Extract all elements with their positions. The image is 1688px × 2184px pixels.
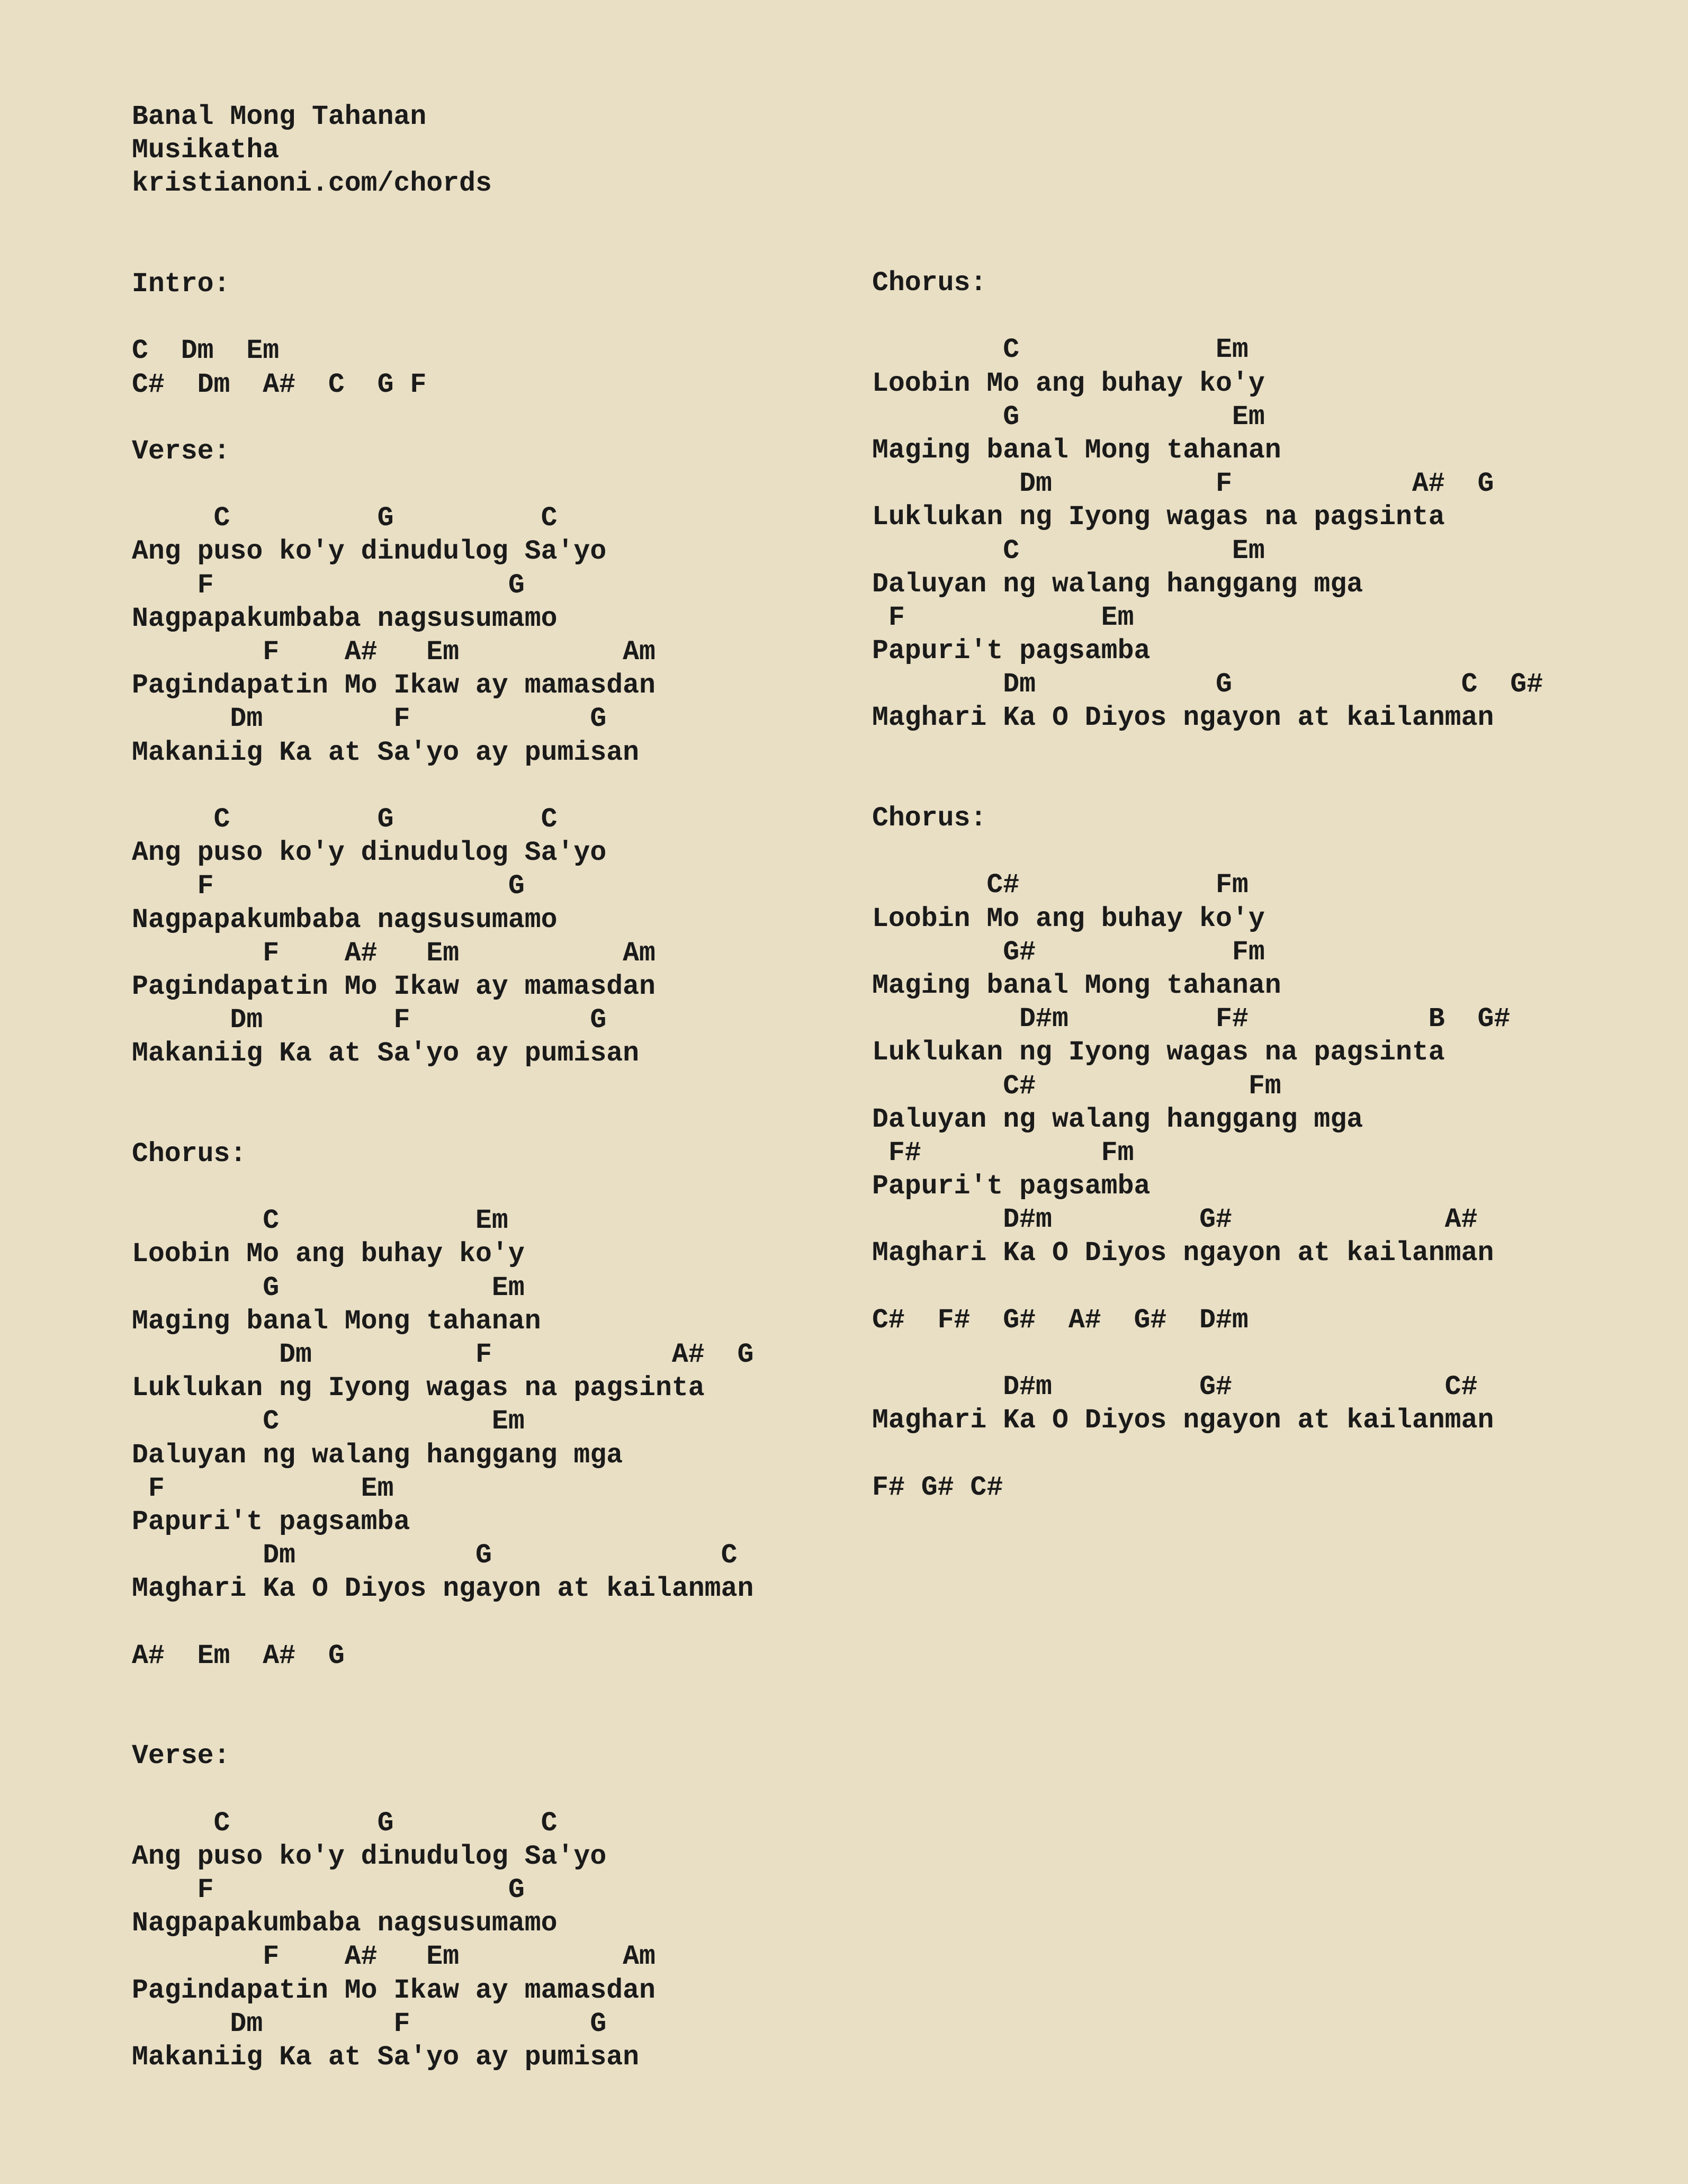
lyric-line: Loobin Mo ang buhay ko'y [132,1239,525,1270]
chord-line: G Em [132,1272,525,1304]
lyric-line: Maghari Ka O Diyos ngayon at kailanman [872,1238,1494,1269]
section-heading: Verse: [132,436,230,467]
blank-line [132,402,753,435]
chord-line: F A# Em Am [132,938,656,969]
lyric-line: Papuri't pagsamba [872,636,1151,667]
lyric-line: Papuri't pagsamba [872,1171,1151,1202]
chord-line: F G [132,871,525,902]
chord-line: F A# Em Am [132,1942,656,1973]
blank-line [872,735,1543,769]
lyric-line: Maghari Ka O Diyos ngayon at kailanman [132,1574,754,1605]
blank-line [132,1706,753,1740]
lyric-line: Ang puso ko'y dinudulog Sa'yo [132,1841,607,1872]
chord-line: C Em [132,1206,508,1237]
lyric-line: Nagpapakumbaba nagsusumamo [132,904,558,936]
chord-line: C G C [132,1808,558,1839]
lyric-line: Luklukan ng Iyong wagas na pagsinta [872,502,1445,533]
lyric-line: Daluyan ng walang hanggang mga [872,1104,1363,1135]
chord-line: Dm F G [132,2008,607,2039]
lyric-line: Pagindapatin Mo Ikaw ay mamasdan [132,1975,656,2006]
chord-line: D#m G# A# [872,1205,1478,1236]
chord-line: F Em [132,1473,394,1504]
chord-line: C# Dm A# C G F [132,369,427,400]
blank-line [872,1271,1543,1304]
lyric-line: Loobin Mo ang buhay ko'y [872,368,1265,399]
section-heading: Intro: [132,268,230,300]
source-url: kristianoni.com/chords [132,168,492,200]
chord-line: C Dm Em [132,336,280,367]
lyric-line: Luklukan ng Iyong wagas na pagsinta [132,1373,705,1404]
blank-line [132,1773,753,1806]
lyric-line: Daluyan ng walang hanggang mga [872,569,1363,600]
chord-line: G# Fm [872,937,1265,968]
lyric-line: Maghari Ka O Diyos ngayon at kailanman [872,1405,1494,1436]
blank-line [872,300,1543,334]
left-column [132,101,753,2074]
section-heading: Chorus: [872,803,987,834]
chord-line: F A# Em Am [132,637,656,668]
chord-line: C# Fm [872,870,1249,901]
chord-line: C G C [132,503,558,534]
blank-line [132,201,753,235]
blank-line [872,1337,1543,1371]
lyric-line: Makaniig Ka at Sa'yo ay pumisan [132,1038,640,1069]
chord-line: Dm F A# G [872,469,1494,500]
blank-line [132,1104,753,1138]
blank-line [132,469,753,502]
chord-line: G Em [872,401,1265,433]
lyric-line: Papuri't pagsamba [132,1506,410,1538]
section-heading: Chorus: [872,268,987,299]
chord-line: Dm F G [132,704,607,735]
chord-line: F G [132,1874,525,1906]
chord-line: C Em [872,335,1249,366]
lyric-line: Ang puso ko'y dinudulog Sa'yo [132,838,607,869]
lyric-line: Maging banal Mong tahanan [872,970,1281,1001]
artist-name: Musikatha [132,135,280,166]
chord-line: C# F# G# A# G# D#m [872,1305,1249,1336]
lyric-line: Makaniig Ka at Sa'yo ay pumisan [132,737,640,768]
lyric-line: Maging banal Mong tahanan [132,1306,541,1337]
chord-line: F# G# C# [872,1472,1003,1503]
chord-line: C# Fm [872,1071,1281,1102]
blank-line [872,1438,1543,1471]
chord-line: C G C [132,804,558,835]
lyric-line: Maghari Ka O Diyos ngayon at kailanman [872,703,1494,734]
lyric-line: Nagpapakumbaba nagsusumamo [132,603,558,634]
lyric-line: Pagindapatin Mo Ikaw ay mamasdan [132,670,656,702]
chord-line: F Em [872,602,1134,633]
section-heading: Verse: [132,1741,230,1772]
lyric-line: Luklukan ng Iyong wagas na pagsinta [872,1037,1445,1068]
blank-line [872,769,1543,802]
section-heading: Chorus: [132,1138,247,1170]
chord-line: F# Fm [872,1137,1134,1169]
blank-line [132,1673,753,1706]
blank-line [132,235,753,268]
blank-line [132,770,753,803]
lyric-line: Maging banal Mong tahanan [872,435,1281,466]
chord-line: F G [132,570,525,601]
blank-line [132,1606,753,1639]
lyric-line: Nagpapakumbaba nagsusumamo [132,1908,558,1939]
right-column [872,267,1543,1505]
chord-line: C Em [872,535,1265,567]
blank-line [132,1071,753,1104]
lyric-line: Pagindapatin Mo Ikaw ay mamasdan [132,971,656,1002]
chord-line: A# Em A# G [132,1640,345,1671]
blank-line [872,835,1543,869]
chord-line: C Em [132,1406,525,1437]
chord-line: Dm G C [132,1540,738,1571]
chord-line: D#m G# C# [872,1372,1478,1403]
blank-line [132,1171,753,1205]
blank-line [132,301,753,335]
chord-line: Dm F G [132,1005,607,1036]
lyric-line: Ang puso ko'y dinudulog Sa'yo [132,536,607,568]
lyric-line: Daluyan ng walang hanggang mga [132,1440,623,1471]
lyric-line: Loobin Mo ang buhay ko'y [872,903,1265,934]
chord-line: Dm F A# G [132,1339,754,1370]
song-title: Banal Mong Tahanan [132,102,427,132]
chord-line: Dm G C G# [872,669,1543,700]
chord-line: D#m F# B G# [872,1004,1511,1035]
lyric-line: Makaniig Ka at Sa'yo ay pumisan [132,2042,640,2073]
